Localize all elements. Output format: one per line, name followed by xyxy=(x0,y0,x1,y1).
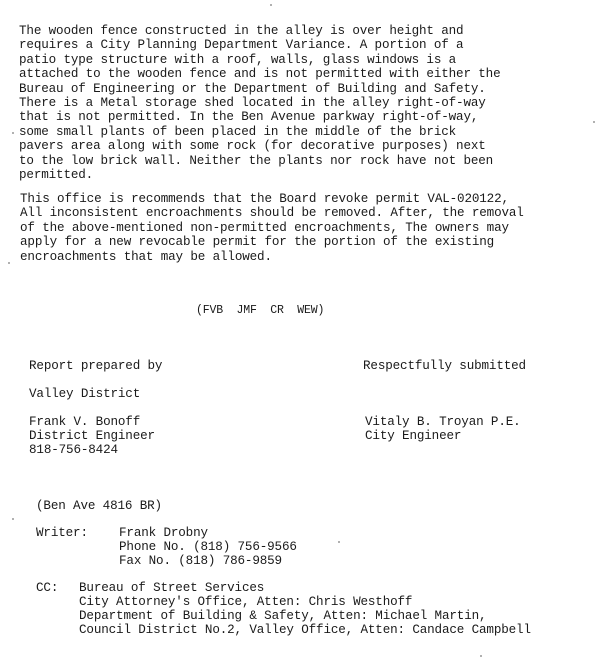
paragraph-line: of the above-mentioned non-permitted encroachments, The owners may xyxy=(20,220,509,235)
cc-recipient: Council District No.2, Valley Office, Atten: Candace Campbell xyxy=(79,623,531,637)
signature-left-heading: Report prepared by xyxy=(29,359,163,373)
paragraph-line: This office is recommends that the Board revoke permit VAL-020122, xyxy=(20,192,509,206)
signature-right-title: City Engineer xyxy=(365,429,462,443)
paragraph-line: some small plants of been placed in the middle of the brick xyxy=(19,124,457,139)
writer-label: Writer: xyxy=(36,526,88,540)
paragraph-line: Bureau of Engineering or the Department of Building and Safety. xyxy=(19,81,486,96)
paragraph-line: attached to the wooden fence and is not permitted with either the xyxy=(19,67,501,82)
scan-speck xyxy=(480,655,482,657)
writer-name: Frank Drobny xyxy=(119,526,208,540)
paragraph-line: There is a Metal storage shed located in the alley right-of-way xyxy=(19,96,486,111)
signature-left-name: Frank V. Bonoff xyxy=(29,415,141,429)
cc-recipient: Department of Building & Safety, Atten: Michael Martin, xyxy=(79,609,487,623)
cc-recipient: City Attorney's Office, Atten: Chris Westhoff xyxy=(79,595,413,609)
scan-speck xyxy=(8,262,10,264)
paragraph-line: requires a City Planning Department Variance. A portion of a xyxy=(19,38,464,53)
paragraph-line: The wooden fence constructed in the alley is over height and xyxy=(19,24,464,38)
paragraph-line: to the low brick wall. Neither the plants nor rock have not been xyxy=(19,153,494,168)
findings-paragraph xyxy=(19,24,501,182)
paragraph-line: that is not permitted. In the Ben Avenue parkway right-of-way, xyxy=(19,110,479,125)
reference-code: (Ben Ave 4816 BR) xyxy=(36,499,162,513)
scan-speck xyxy=(12,518,14,520)
paragraph-line: pavers area along with some rock (for decorative purposes) next xyxy=(19,139,486,154)
recommendation-paragraph xyxy=(20,192,524,264)
paragraph-line: apply for a new revocable permit for the portion of the existing xyxy=(20,235,495,250)
initials: (FVB JMF CR WEW) xyxy=(196,304,325,317)
scan-speck xyxy=(270,4,272,6)
signature-left-office: Valley District xyxy=(29,387,141,401)
writer-phone: Phone No. (818) 756-9566 xyxy=(119,540,297,554)
cc-label: CC: xyxy=(36,581,59,595)
paragraph-line: patio type structure with a roof, walls, glass windows is a xyxy=(19,52,457,67)
signature-left-title: District Engineer xyxy=(29,429,155,443)
scan-speck xyxy=(338,541,340,543)
signature-left-phone: 818-756-8424 xyxy=(29,443,118,457)
paragraph-line: permitted. xyxy=(19,168,94,183)
paragraph-line: encroachments that may be allowed. xyxy=(20,249,272,264)
cc-recipient: Bureau of Street Services xyxy=(79,581,265,595)
writer-fax: Fax No. (818) 786-9859 xyxy=(119,554,282,568)
signature-right-heading: Respectfully submitted xyxy=(363,359,526,373)
scan-speck xyxy=(12,132,14,134)
paragraph-line: All inconsistent encroachments should be removed. After, the removal xyxy=(20,206,524,221)
signature-right-name: Vitaly B. Troyan P.E. xyxy=(365,415,521,429)
scan-speck xyxy=(593,121,595,123)
